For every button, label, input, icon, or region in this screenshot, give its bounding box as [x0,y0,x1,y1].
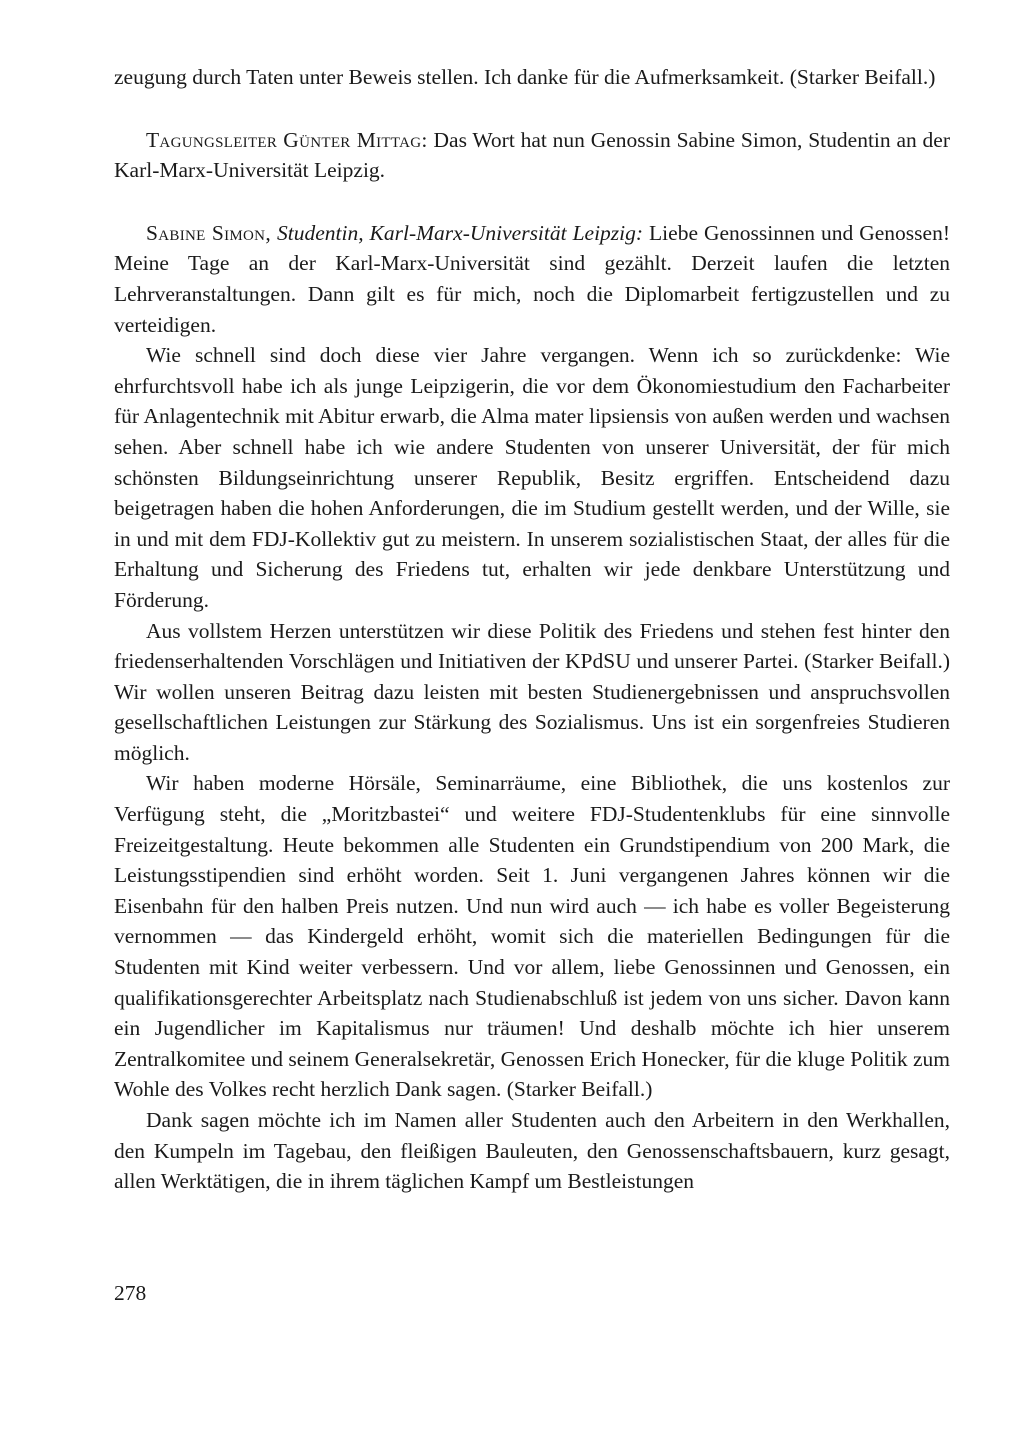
paragraph-speech: Aus vollstem Herzen unterstützen wir diese Politik des Friedens und stehen fest hinter den friedenserhaltenden Vorschlägen und Initiativen der KPdSU und unserer Partei. (Starker Beifall.) Wir wollen unseren Beitrag dazu leisten mit besten Studienergebnissen und anspruchsvollen gesellschaftlichen Leistungen zur Stärkung des Sozialismus. Uns ist ein sorgenfreies Studieren möglich. [114,618,950,765]
paragraph-speech: Wir haben moderne Hörsäle, Seminarräume, eine Bibliothek, die uns kostenlos zur Verfügung steht, die „Moritzbastei“ und weitere FDJ-Studentenklubs für eine sinnvolle Freizeitgestaltung. Heute bekommen alle Studenten ein Grundstipendium von 200 Mark, die Leistungsstipendien sind erhöht worden. Seit 1. Juni vergangenen Jahres können wir die Eisenbahn für den halben Preis nutzen. Und nun wird auch — ich habe es voller Begeisterung vernommen — das Kindergeld erhöht, womit sich die materiellen Bedingungen für die Studenten mit Kind weiter verbessern. Und vor allem, liebe Genossinnen und Genossen, ein qualifikationsgerechter Arbeitsplatz nach Studienabschluß ist jedem von uns sicher. Davon kann ein Jugendlicher im Kapitalismus nur träumen! Und deshalb möchte ich hier unserem Zentralkomitee und seinem Generalsekretär, Genossen Erich Honecker, für die kluge Politik zum Wohle des Volkes recht herzlich Dank sagen. (Starker Beifall.) [114,771,950,1102]
body-text [114,62,950,1197]
page-number: 278 [114,1281,147,1305]
paragraph-speech: Wie schnell sind doch diese vier Jahre vergangen. Wenn ich so zurückdenke: Wie ehrfurchtsvoll habe ich als junge Leipzigerin, die vor dem Ökonomiestudium den Facharbeiter für Anlagentechnik mit Abitur erwarb, die Alma mater lipsiensis von außen werden und wachsen sehen. Aber schnell habe ich wie andere Studenten von unserer Universität, der für mich schönsten Bildungseinrichtung unserer Republik, Besitz ergriffen. Entscheidend dazu beigetragen haben die hohen Anforderungen, die im Studium gestellt werden, und der Wille, sie in und mit dem FDJ-Kollektiv gut zu meistern. In unserem sozialistischen Staat, der alles für die Erhaltung und Sicherung des Friedens tut, erhalten wir jede denkbare Unterstützung und Förderung. [114,343,950,612]
speaker-name: Sabine Simon, [146,220,271,245]
speech-text: Liebe Genossinnen und Genossen! Meine Tage an der Karl-Marx-Universität sind gezählt. Derzeit laufen die letzten Lehrveranstaltungen. Dann gilt es für mich, noch die Diplomarbeit fertigzustellen und zu verteidigen. [114,220,950,337]
paragraph-speech: Dank sagen möchte ich im Namen aller Studenten auch den Arbeitern in den Werkhallen, den Kumpeln im Tagebau, den fleißigen Bauleuten, den Genossenschaftsbauern, kurz gesagt, allen Werktätigen, die in ihrem täglichen Kampf um Bestleistungen [114,1108,950,1194]
paragraph-closing-remark: zeugung durch Taten unter Beweis stellen. Ich danke für die Aufmerksamkeit. (Starker Beifall.) [114,65,936,89]
paragraph-speech-opening [114,218,950,340]
paragraph-gap [114,186,950,218]
paragraph-chair-announcement [114,125,950,186]
speaker-role: Studentin, Karl-Marx-Universität Leipzig: [271,220,644,245]
paragraph-gap [114,93,950,125]
announcement-text: Das Wort hat nun Genossin Sabine Simon, Studentin an der Karl-Marx-Universität Leipzig. [114,127,950,183]
speaker-label: Tagungsleiter Günter Mittag: [146,127,428,152]
